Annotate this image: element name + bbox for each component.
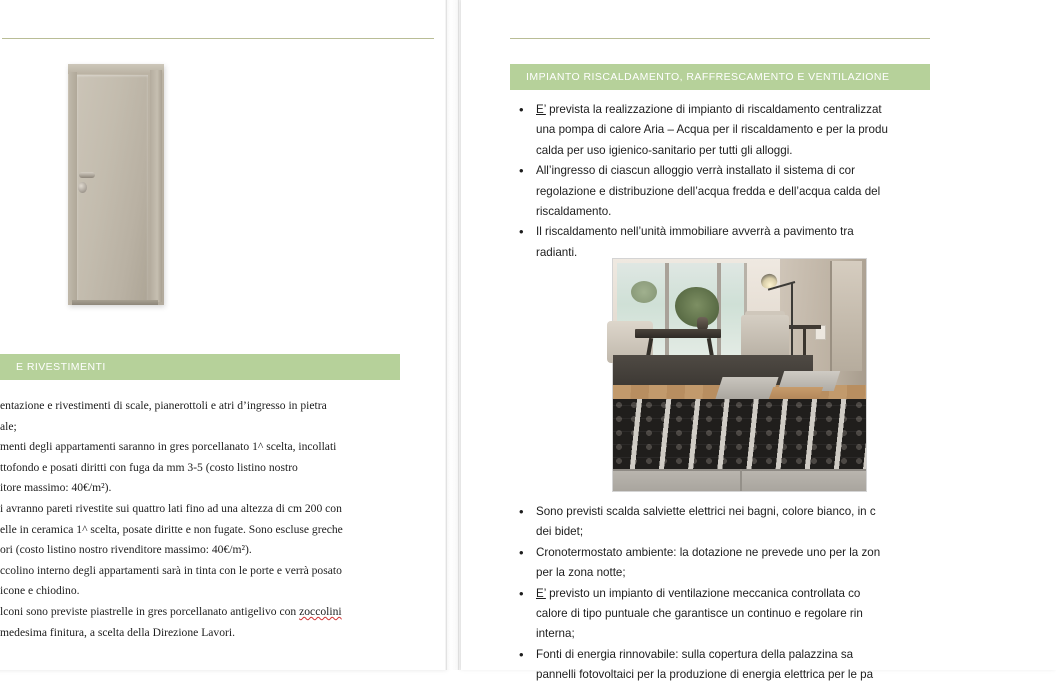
- list-item-text: dei bidet;: [536, 525, 584, 539]
- list-item-continuation: [510, 604, 940, 624]
- taupe-door-rose: [78, 182, 87, 193]
- list-item-continuation: [510, 141, 940, 161]
- photo-interior-door: [830, 261, 862, 371]
- photo-base-seam: [740, 469, 742, 491]
- list-item-text: [536, 584, 940, 604]
- page-gutter: [445, 0, 461, 670]
- bullet-indent-spacer: [510, 624, 536, 644]
- paragraph-line: medesima finitura, a scelta della Direzione Lavori.: [0, 625, 235, 639]
- section-heading-right-label: IMPIANTO RISCALDAMENTO, RAFFRESCAMENTO E VENTILAZIONE: [526, 71, 890, 83]
- page-left: [0, 0, 445, 670]
- bullet-indent-spacer: [510, 141, 536, 161]
- bullet-indent-spacer: [510, 182, 536, 202]
- photo-window-mullion: [665, 263, 669, 367]
- bullet-dot-icon: •: [519, 224, 524, 240]
- bullet-indent-spacer: [510, 604, 536, 624]
- gutter-edge-line-left: [446, 0, 447, 670]
- list-item-text: Sono previsti scalda salviette elettrici nei bagni, colore bianco, in c: [536, 505, 876, 518]
- list-item-text: calda per uso igienico-sanitario per tutti gli alloggi.: [536, 143, 793, 157]
- list-item-continuation: [510, 202, 940, 222]
- right-page-bullet-list-bottom: [510, 502, 940, 686]
- left-page-body-text: [0, 396, 400, 643]
- bullet-dot-icon: •: [519, 544, 524, 560]
- list-item-continuation: [510, 624, 940, 644]
- photo-radiant-pipe-rows: [613, 399, 866, 471]
- list-item: [510, 645, 940, 665]
- paragraph-line: ale;: [0, 419, 17, 433]
- list-item-text: per la zona notte;: [536, 566, 626, 580]
- list-item-text: Il riscaldamento nell’unità immobiliare avverrà a pavimento tra: [536, 225, 854, 239]
- bullet-indent-spacer: [510, 120, 536, 140]
- section-heading-left-label: E RIVESTIMENTI: [16, 361, 106, 373]
- list-item: [510, 100, 940, 120]
- list-item-text: calore di tipo puntuale che garantisce un continuo e regolare rin: [536, 607, 863, 621]
- gutter-edge-line-right: [458, 0, 459, 670]
- list-item: [510, 161, 940, 181]
- list-item: [510, 543, 940, 563]
- bullet-indent-spacer: [510, 665, 536, 685]
- list-item-underlined-prefix: E’: [536, 586, 546, 600]
- bullet-dot-icon: •: [519, 102, 524, 117]
- right-page-bullet-list-top: [510, 100, 940, 263]
- list-item-text: riscaldamento.: [536, 205, 612, 219]
- list-item-text: radianti.: [536, 245, 578, 259]
- taupe-door-threshold: [72, 300, 158, 305]
- list-item: [510, 584, 940, 604]
- taupe-door-left-jamb: [69, 72, 77, 302]
- taupe-door-leaf: [77, 75, 148, 301]
- list-item-underlined-prefix: E’: [536, 103, 546, 116]
- list-item-continuation: [510, 665, 940, 685]
- header-rule-left: [2, 38, 434, 39]
- photo-foliage: [631, 281, 657, 303]
- paragraph-line-text: lconi sono previste piastrelle in gres porcellanato antigelivo con zoccolini: [0, 604, 342, 618]
- paragraph-line: ori (costo listino nostro rivenditore massimo: 40€/m²).: [0, 543, 252, 557]
- list-item-text: regolazione e distribuzione dell’acqua fredda e dell’acqua calda del: [536, 184, 881, 198]
- list-item-text: All’ingresso di ciascun alloggio verrà installato il sistema di cor: [536, 164, 855, 178]
- bullet-indent-spacer: [510, 563, 536, 583]
- taupe-door-handle: [79, 172, 95, 178]
- list-item-continuation: [510, 563, 940, 583]
- bullet-dot-icon: •: [519, 585, 524, 601]
- list-item-continuation: [510, 522, 940, 542]
- list-item: [510, 502, 940, 522]
- list-item-continuation: [510, 120, 940, 140]
- photo-floor-lamp-pole: [791, 283, 793, 359]
- header-rule-right: [510, 38, 930, 39]
- list-item-text: una pompa di calore Aria – Acqua per il riscaldamento e per la produ: [536, 123, 888, 137]
- photo-armchair: [741, 315, 789, 357]
- list-item-text: Cronotermostato ambiente: la dotazione ne prevede uno per la zon: [536, 545, 881, 559]
- list-item-body: prevista la realizzazione di impianto di riscaldamento centralizzat: [545, 103, 882, 116]
- paragraph-line: ccolino interno degli appartamenti sarà in tinta con le porte e verrà posato: [0, 563, 342, 577]
- bullet-indent-spacer: [510, 243, 536, 263]
- list-item: [510, 222, 940, 242]
- taupe-door-right-jamb: [150, 70, 162, 302]
- paragraph-line: icone e chiodino.: [0, 584, 80, 598]
- underfloor-radiant-heating-photo: [612, 258, 867, 492]
- bullet-dot-icon: •: [519, 646, 524, 662]
- taupe-interior-door-image: [68, 64, 164, 305]
- list-item-text: pannelli fotovoltaici per la produzione di energia elettrica per le pa: [536, 668, 874, 682]
- bullet-dot-icon: •: [519, 504, 524, 519]
- paragraph-line: i avranno pareti rivestite sui quattro lati fino ad una altezza di cm 200 con: [0, 501, 342, 515]
- list-item-text: Fonti di energia rinnovabile: sulla copertura della palazzina sa: [536, 647, 854, 661]
- paragraph-line: ttofondo e posati diritti con fuga da mm 3-5 (costo listino nostro: [0, 460, 298, 474]
- paragraph-line: menti degli appartamenti saranno in gres porcellanato 1^ scelta, incollati: [0, 440, 337, 454]
- paragraph-line: [0, 602, 400, 623]
- list-item-body: previsto un impianto di ventilazione meccanica controllata co: [545, 586, 861, 600]
- paragraph-line: entazione e rivestimenti di scale, pianerottoli e atri d’ingresso in pietra: [0, 399, 327, 412]
- list-item-continuation: [510, 182, 940, 202]
- bullet-indent-spacer: [510, 202, 536, 222]
- section-heading-pavimenti-rivestimenti: [0, 354, 400, 380]
- bullet-dot-icon: •: [519, 163, 524, 179]
- bullet-indent-spacer: [510, 522, 536, 542]
- photo-floor-plank: [769, 387, 823, 399]
- paragraph-line: elle in ceramica 1^ scelta, posate diritte e non fugate. Sono escluse greche: [0, 522, 343, 536]
- section-heading-impianto-riscaldamento: [510, 64, 930, 90]
- list-item-text: [536, 100, 940, 120]
- paragraph-line: itore massimo: 40€/m²).: [0, 481, 112, 495]
- list-item-text: interna;: [536, 627, 575, 641]
- photo-coffee-table: [635, 329, 721, 338]
